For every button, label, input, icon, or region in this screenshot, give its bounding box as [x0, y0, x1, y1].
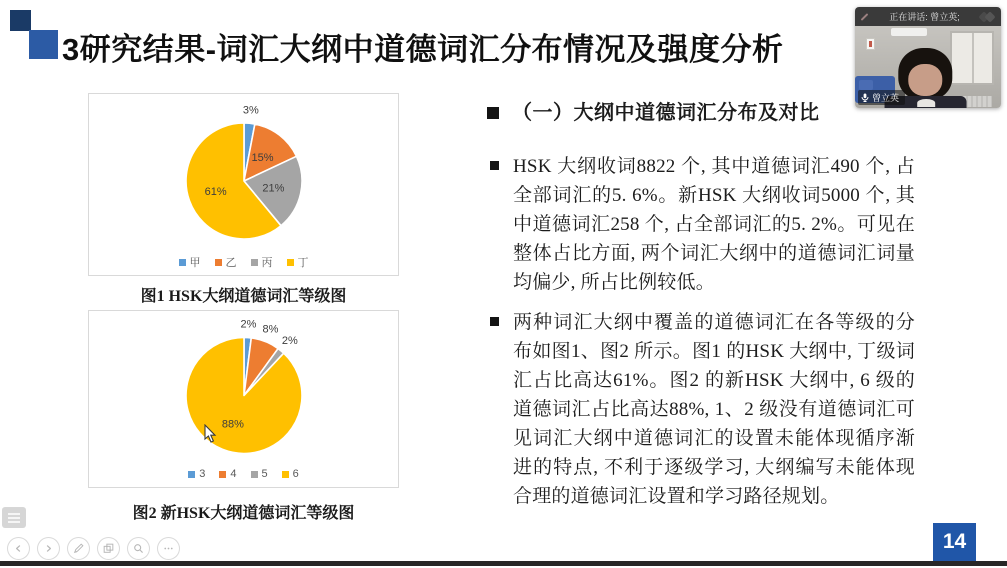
chart-figure-2 [88, 310, 399, 488]
speaker-name-tag [858, 90, 905, 105]
chart-figure-1 [88, 93, 399, 276]
legend-item [179, 254, 201, 270]
legend-item [188, 468, 205, 480]
paragraph-distribution-stats: HSK 大纲收词8822 个, 其中道德词汇490 个, 占全部词汇的5. 6%。新HSK 大纲收词5000 个, 其中道德词汇258 个, 占全部词汇的5. 2%。可见在整体占比方面, 两个词汇大纲中的道德词汇词量均偏少, 所占比例较低。 [513, 156, 915, 293]
title-decoration-navy-square [10, 10, 31, 31]
legend-swatch-icon [251, 471, 258, 478]
pin-icon [861, 13, 869, 21]
pie-data-label: 88% [221, 418, 244, 431]
legend-item [251, 468, 268, 480]
legend-swatch-icon [179, 259, 186, 266]
picture-frame [866, 38, 875, 50]
legend-swatch-icon [188, 471, 195, 478]
toolbar-next-button[interactable] [37, 537, 60, 560]
legend-swatch-icon [219, 471, 226, 478]
slides-icon [102, 542, 115, 555]
pie-data-label: 3% [242, 104, 259, 117]
meeting-app-logo-icon [980, 12, 996, 22]
pen-icon [72, 542, 85, 555]
presenter-toolbar [7, 537, 180, 560]
pie-data-label: 61% [204, 186, 227, 199]
toolbar-pen-button[interactable] [67, 537, 90, 560]
toolbar-prev-button[interactable] [7, 537, 30, 560]
bullet-square-icon [487, 107, 499, 119]
legend-label: 丙 [261, 257, 273, 269]
pie-data-label: 21% [262, 182, 285, 195]
prev-icon [12, 542, 25, 555]
paragraph-figure-analysis: 两种词汇大纲中覆盖的道德词汇在各等级的分布如图1、图2 所示。图1 的HSK 大纲中, 丁级词汇占比高达61%。图2 的新HSK 大纲中, 6 级的道德词汇占比高达88%, 1、2 级没有道德词汇可见词汇大纲中道德词汇的设置未能体现循序渐进的特点, 不利于逐级学习, 大纲编写未能体现合理的道德词汇设置和学习路径规划。 [513, 312, 915, 507]
legend-swatch-icon [215, 259, 222, 266]
zoom-icon [132, 542, 145, 555]
toolbar-slides-button[interactable] [97, 537, 120, 560]
legend-swatch-icon [282, 471, 289, 478]
pie-data-label: 2% [240, 318, 257, 331]
pie-chart-new-hsk [89, 315, 398, 466]
page-number-badge: 14 [933, 523, 976, 561]
toolbar-more-button[interactable] [157, 537, 180, 560]
speaker-collar [917, 99, 935, 107]
video-overlay-titlebar [855, 7, 1001, 26]
room-window [950, 31, 994, 85]
mouse-cursor [204, 424, 218, 444]
legend-label: 6 [292, 468, 299, 480]
pie-data-label: 8% [262, 323, 279, 336]
slide-menu-button[interactable] [2, 507, 26, 528]
figure-2-caption: 图2 新HSK大纲道德词汇等级图 [132, 505, 355, 522]
taskbar-edge [0, 561, 1007, 566]
bullet-square-icon [490, 161, 499, 170]
legend-label: 丁 [297, 257, 309, 269]
legend-item [251, 254, 273, 270]
bullet-square-icon [490, 317, 499, 326]
more-icon [162, 542, 175, 555]
toolbar-zoom-button[interactable] [127, 537, 150, 560]
legend-label: 甲 [189, 257, 201, 269]
legend-item [287, 254, 309, 270]
speaker-face [908, 64, 942, 96]
legend-item [215, 254, 237, 270]
speaker-video-overlay[interactable] [855, 7, 1001, 108]
next-icon [42, 542, 55, 555]
pie-data-label: 15% [251, 152, 274, 165]
slide-title: 3研究结果-词汇大纲中道德词汇分布情况及强度分析 [62, 32, 784, 67]
speaker-name-label: 曾立英 [872, 93, 900, 103]
legend-label: 5 [261, 468, 268, 480]
figure-1-caption: 图1 HSK大纲道德词汇等级图 [140, 288, 347, 305]
webcam-video-feed [855, 26, 1001, 108]
pie-chart-hsk [89, 98, 398, 254]
legend-swatch-icon [251, 259, 258, 266]
air-conditioner [891, 28, 927, 36]
section-heading: （一）大纲中道德词汇分布及对比 [512, 102, 820, 124]
legend-label: 4 [230, 468, 237, 480]
chart-legend [89, 254, 398, 270]
title-decoration-blue-square [29, 30, 58, 59]
speaking-status-text: 正在讲话: 曾立英; [889, 12, 960, 22]
legend-item [282, 468, 299, 480]
microphone-icon [861, 93, 869, 102]
legend-item [219, 468, 236, 480]
legend-label: 乙 [225, 257, 237, 269]
slide-body-text [487, 100, 915, 511]
legend-swatch-icon [287, 259, 294, 266]
pie-data-label: 2% [281, 335, 298, 348]
chart-legend [89, 466, 398, 482]
legend-label: 3 [199, 468, 206, 480]
